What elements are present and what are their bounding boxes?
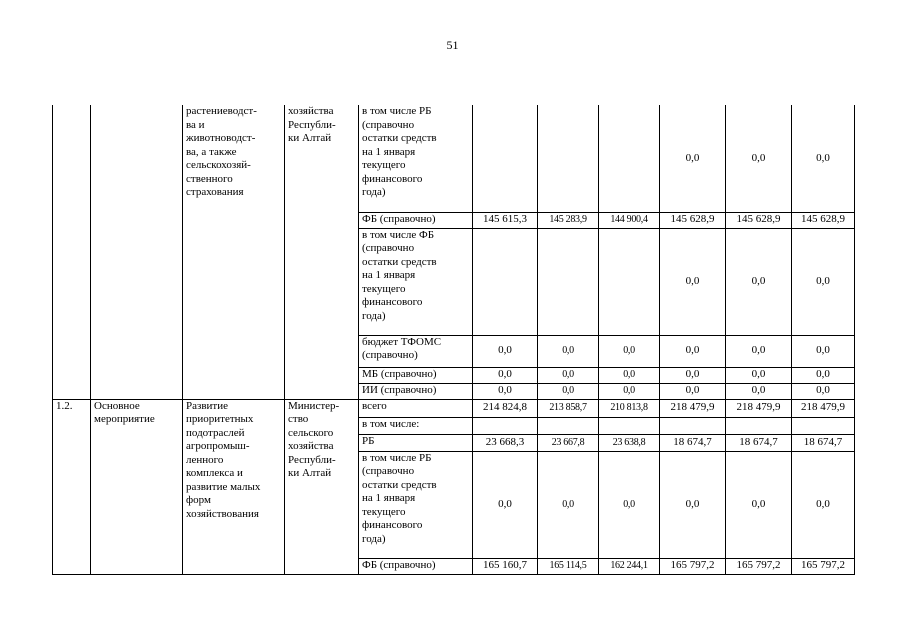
value-cell: 0,0 bbox=[792, 105, 855, 212]
value-cell: 165 114,5 bbox=[538, 558, 599, 574]
value-cell: 23 668,3 bbox=[473, 434, 538, 451]
value-cell bbox=[473, 417, 538, 434]
value-cell: 210 813,8 bbox=[599, 399, 660, 417]
value-cell: 0,0 bbox=[726, 335, 792, 367]
funding-source-cell: РБ bbox=[359, 434, 473, 451]
value-cell: 0,0 bbox=[792, 451, 855, 558]
value-cell: 0,0 bbox=[726, 383, 792, 399]
funding-source-cell: всего bbox=[359, 399, 473, 417]
value-cell: 0,0 bbox=[538, 383, 599, 399]
value-cell: 18 674,7 bbox=[792, 434, 855, 451]
table-row bbox=[53, 399, 855, 417]
value-cell: 145 283,9 bbox=[538, 212, 599, 228]
value-cell: 18 674,7 bbox=[660, 434, 726, 451]
value-cell: 0,0 bbox=[473, 451, 538, 558]
value-cell: 0,0 bbox=[726, 105, 792, 212]
funding-source-cell: ФБ (справочно) bbox=[359, 212, 473, 228]
executor-cell: хозяйства Республи- ки Алтай bbox=[285, 105, 359, 399]
value-cell: 218 479,9 bbox=[726, 399, 792, 417]
value-cell: 0,0 bbox=[726, 451, 792, 558]
funding-source-cell: в том числе РБ (справочно остатки средств на 1 января текущего финансового года) bbox=[359, 105, 473, 212]
item-type-cell bbox=[91, 105, 183, 399]
value-cell: 0,0 bbox=[792, 228, 855, 335]
value-cell bbox=[599, 228, 660, 335]
value-cell: 0,0 bbox=[599, 383, 660, 399]
value-cell: 165 797,2 bbox=[792, 558, 855, 574]
value-cell: 165 160,7 bbox=[473, 558, 538, 574]
value-cell: 0,0 bbox=[538, 367, 599, 383]
value-cell: 145 615,3 bbox=[473, 212, 538, 228]
value-cell: 165 797,2 bbox=[660, 558, 726, 574]
item-number-cell bbox=[53, 105, 91, 399]
value-cell: 145 628,9 bbox=[726, 212, 792, 228]
funding-source-cell: в том числе ФБ (справочно остатки средств на 1 января текущего финансового года) bbox=[359, 228, 473, 335]
value-cell: 0,0 bbox=[660, 105, 726, 212]
value-cell bbox=[726, 417, 792, 434]
value-cell: 23 667,8 bbox=[538, 434, 599, 451]
value-cell: 0,0 bbox=[599, 451, 660, 558]
value-cell: 145 628,9 bbox=[660, 212, 726, 228]
value-cell: 214 824,8 bbox=[473, 399, 538, 417]
executor-cell: Министер- ство сельского хозяйства Республи- ки Алтай bbox=[285, 399, 359, 574]
value-cell: 0,0 bbox=[726, 367, 792, 383]
value-cell: 0,0 bbox=[538, 335, 599, 367]
funding-source-cell: бюджет ТФОМС (справочно) bbox=[359, 335, 473, 367]
budget-table bbox=[52, 105, 855, 575]
item-name-cell: Развитие приоритетных подотраслей агропромыш- ленного комплекса и развитие малых форм хозяйствования bbox=[183, 399, 285, 574]
page-number: 51 bbox=[446, 38, 459, 52]
funding-source-cell: МБ (справочно) bbox=[359, 367, 473, 383]
value-cell bbox=[538, 228, 599, 335]
value-cell: 165 797,2 bbox=[726, 558, 792, 574]
value-cell bbox=[473, 105, 538, 212]
value-cell: 0,0 bbox=[473, 335, 538, 367]
value-cell bbox=[538, 417, 599, 434]
value-cell bbox=[473, 228, 538, 335]
value-cell bbox=[792, 417, 855, 434]
value-cell: 213 858,7 bbox=[538, 399, 599, 417]
value-cell: 0,0 bbox=[599, 367, 660, 383]
value-cell: 145 628,9 bbox=[792, 212, 855, 228]
value-cell bbox=[538, 105, 599, 212]
value-cell: 0,0 bbox=[660, 383, 726, 399]
value-cell bbox=[660, 417, 726, 434]
value-cell: 218 479,9 bbox=[792, 399, 855, 417]
value-cell: 0,0 bbox=[473, 383, 538, 399]
value-cell: 23 638,8 bbox=[599, 434, 660, 451]
value-cell: 0,0 bbox=[660, 451, 726, 558]
value-cell bbox=[599, 105, 660, 212]
value-cell: 144 900,4 bbox=[599, 212, 660, 228]
item-number-cell: 1.2. bbox=[53, 399, 91, 574]
value-cell: 218 479,9 bbox=[660, 399, 726, 417]
value-cell: 0,0 bbox=[726, 228, 792, 335]
value-cell bbox=[599, 417, 660, 434]
value-cell: 18 674,7 bbox=[726, 434, 792, 451]
value-cell: 0,0 bbox=[660, 367, 726, 383]
value-cell: 0,0 bbox=[792, 367, 855, 383]
value-cell: 0,0 bbox=[792, 383, 855, 399]
value-cell: 162 244,1 bbox=[599, 558, 660, 574]
funding-source-cell: ФБ (справочно) bbox=[359, 558, 473, 574]
funding-source-cell: в том числе: bbox=[359, 417, 473, 434]
funding-source-cell: в том числе РБ (справочно остатки средств на 1 января текущего финансового года) bbox=[359, 451, 473, 558]
item-type-cell: Основное мероприятие bbox=[91, 399, 183, 574]
value-cell: 0,0 bbox=[599, 335, 660, 367]
item-name-cell: растениеводст- ва и животноводст- ва, а также сельскохозяй- ственного страхования bbox=[183, 105, 285, 399]
value-cell: 0,0 bbox=[473, 367, 538, 383]
value-cell: 0,0 bbox=[792, 335, 855, 367]
value-cell: 0,0 bbox=[538, 451, 599, 558]
funding-source-cell: ИИ (справочно) bbox=[359, 383, 473, 399]
table-row bbox=[53, 105, 855, 212]
value-cell: 0,0 bbox=[660, 335, 726, 367]
value-cell: 0,0 bbox=[660, 228, 726, 335]
